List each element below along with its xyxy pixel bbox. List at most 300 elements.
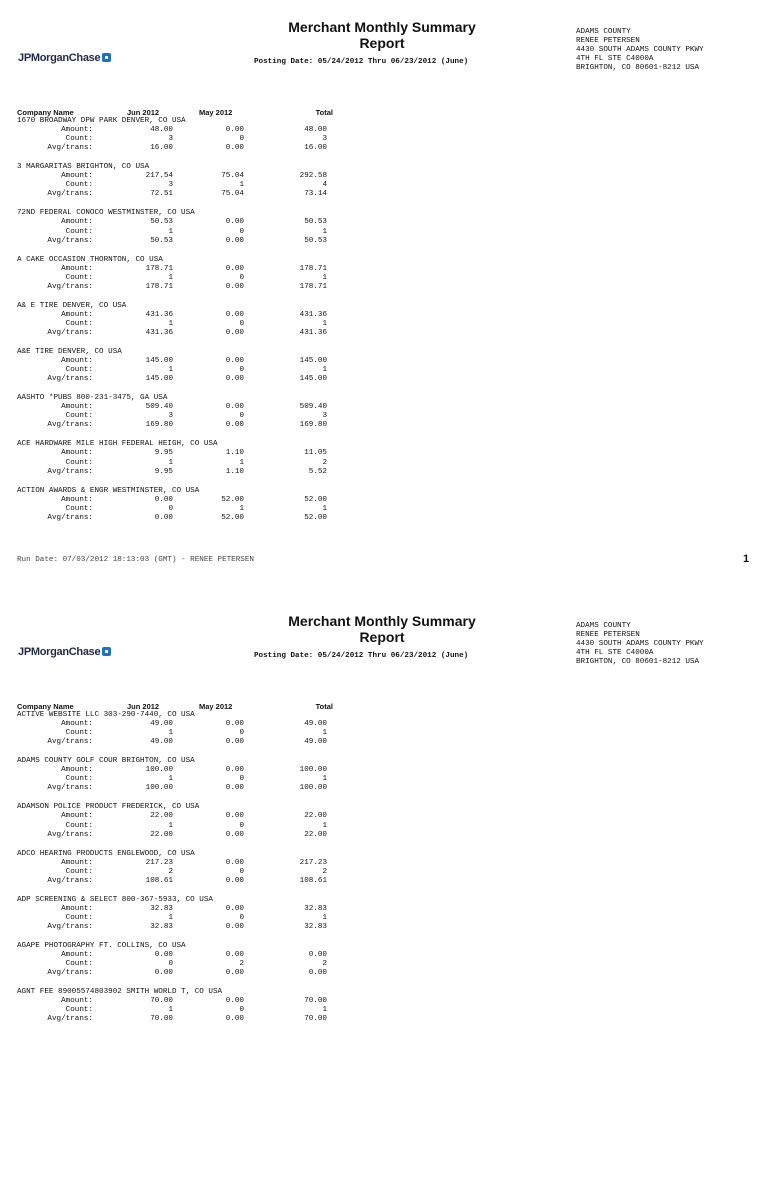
cell-jun-2012: 48.00: [150, 126, 173, 135]
row-label: Amount:: [61, 449, 93, 458]
table-row: [17, 181, 337, 190]
row-label: Amount:: [61, 218, 93, 227]
cell-total: 2: [322, 458, 327, 467]
row-label: Avg/trans:: [47, 513, 93, 522]
merchant-name: A CAKE OCCASION THORNTON, CO USA: [17, 255, 163, 264]
cell-may-2012: 0: [239, 913, 244, 922]
table-row: [17, 496, 337, 505]
cell-jun-2012: 178.71: [145, 264, 173, 273]
table-row: [17, 868, 337, 877]
cell-jun-2012: 9.95: [154, 467, 173, 476]
cell-may-2012: 0.00: [225, 403, 244, 412]
merchant-block: [17, 487, 337, 533]
cell-may-2012: 0.00: [225, 375, 244, 384]
row-label: Avg/trans:: [47, 282, 93, 291]
cell-may-2012: 2: [239, 960, 244, 969]
cell-total: 1: [322, 1006, 327, 1015]
cell-total: 1: [322, 273, 327, 282]
merchant-block: [17, 440, 337, 486]
table-row: [17, 274, 337, 283]
merchant-name: 1670 BROADWAY DPW PARK DENVER, CO USA: [17, 117, 186, 125]
merchant-block: [17, 209, 337, 255]
cell-total: 70.00: [304, 997, 327, 1006]
cell-total: 431.36: [299, 310, 327, 319]
row-label: Avg/trans:: [47, 923, 93, 932]
address-line: BRIGHTON, CO 80601-8212 USA: [576, 64, 700, 73]
cell-total: 3: [322, 135, 327, 144]
cell-jun-2012: 145.00: [145, 375, 173, 384]
jpmorganchase-logo: [18, 52, 111, 64]
address-line: 4TH FL STE C4000A: [576, 649, 654, 658]
merchant-block: [17, 163, 337, 209]
merchant-name: ADAMSON POLICE PRODUCT FREDERICK, CO USA: [17, 803, 200, 812]
cell-jun-2012: 50.53: [150, 218, 173, 227]
merchant-name: ADCO HEARING PRODUCTS ENGLEWOOD, CO USA: [17, 849, 195, 858]
table-row: [17, 784, 337, 793]
row-label: Avg/trans:: [47, 876, 93, 885]
mailing-address: [576, 28, 704, 73]
row-label: Amount:: [61, 720, 93, 729]
cell-may-2012: 0: [239, 1006, 244, 1015]
cell-jun-2012: 49.00: [150, 738, 173, 747]
cell-total: 0.00: [308, 969, 327, 978]
report-title-line1: Merchant Monthly Summary: [288, 19, 476, 35]
cell-may-2012: 75.04: [221, 190, 244, 199]
cell-jun-2012: 3: [168, 412, 173, 421]
cell-total: 145.00: [299, 375, 327, 384]
cell-may-2012: 0: [239, 867, 244, 876]
cell-may-2012: 1.10: [225, 467, 244, 476]
cell-jun-2012: 1: [168, 227, 173, 236]
table-row: [17, 449, 337, 458]
cell-total: 1: [322, 227, 327, 236]
posting-date: Posting Date: 05/24/2012 Thru 06/23/2012 (June): [254, 652, 469, 660]
cell-may-2012: 1: [239, 181, 244, 190]
column-header-may-2012: May 2012: [199, 108, 233, 117]
cell-total: 169.80: [299, 421, 327, 430]
merchant-name: ACTIVE WEBSITE LLC 303-290-7440, CO USA: [17, 711, 195, 719]
cell-jun-2012: 3: [168, 181, 173, 190]
table-row: [17, 729, 337, 738]
merchant-block: [17, 850, 337, 896]
row-label: Count:: [65, 913, 93, 922]
merchant-name: A& E TIRE DENVER, CO USA: [17, 301, 127, 310]
table-row: [17, 914, 337, 923]
cell-may-2012: 0.00: [225, 144, 244, 153]
row-label: Avg/trans:: [47, 329, 93, 338]
row-label: Avg/trans:: [47, 830, 93, 839]
cell-jun-2012: 100.00: [145, 784, 173, 793]
cell-may-2012: 0.00: [225, 784, 244, 793]
table-row: [17, 265, 337, 274]
table-row: [17, 738, 337, 747]
row-label: Avg/trans:: [47, 738, 93, 747]
column-header-jun-2012: Jun 2012: [127, 702, 160, 711]
posting-date: Posting Date: 05/24/2012 Thru 06/23/2012 (June): [254, 58, 469, 66]
table-row: [17, 172, 337, 181]
report-title: [270, 613, 494, 645]
cell-total: 100.00: [299, 766, 327, 775]
row-label: Avg/trans:: [47, 190, 93, 199]
address-line: 4430 SOUTH ADAMS COUNTY PKWY: [576, 46, 704, 55]
cell-may-2012: 0.00: [225, 951, 244, 960]
cell-total: 22.00: [304, 830, 327, 839]
table-row: [17, 135, 337, 144]
table-row: [17, 126, 337, 135]
merchant-name: AASHTO *PUBS 800-231-3475, GA USA: [17, 394, 168, 403]
table-row: [17, 951, 337, 960]
cell-total: 52.00: [304, 495, 327, 504]
table-row: [17, 831, 337, 840]
cell-total: 50.53: [304, 236, 327, 245]
cell-total: 4: [322, 181, 327, 190]
page-number: 1: [743, 553, 750, 565]
address-line: BRIGHTON, CO 80601-8212 USA: [576, 658, 700, 667]
row-label: Count:: [65, 867, 93, 876]
cell-may-2012: 52.00: [221, 513, 244, 522]
cell-total: 2: [322, 867, 327, 876]
address-line: 4430 SOUTH ADAMS COUNTY PKWY: [576, 640, 704, 649]
octagon-logo-icon: [102, 647, 111, 656]
cell-may-2012: 0.00: [225, 876, 244, 885]
logo-text: JPMorganChase: [18, 646, 101, 658]
table-row: [17, 960, 337, 969]
row-label: Avg/trans:: [47, 1015, 93, 1024]
cell-total: 1: [322, 729, 327, 738]
cell-jun-2012: 217.54: [145, 172, 173, 181]
address-line: ADAMS COUNTY: [576, 622, 631, 630]
cell-may-2012: 75.04: [221, 172, 244, 181]
cell-jun-2012: 0.00: [154, 513, 173, 522]
cell-may-2012: 0.00: [225, 218, 244, 227]
cell-jun-2012: 22.00: [150, 812, 173, 821]
merchant-name: 72ND FEDERAL CONOCO WESTMINSTER, CO USA: [17, 209, 195, 218]
cell-total: 509.40: [299, 403, 327, 412]
row-label: Count:: [65, 412, 93, 421]
column-header-company: Company Name: [17, 702, 74, 711]
merchant-block: [17, 302, 337, 348]
cell-may-2012: 0.00: [225, 236, 244, 245]
cell-jun-2012: 217.23: [145, 858, 173, 867]
row-label: Amount:: [61, 766, 93, 775]
cell-total: 1: [322, 775, 327, 784]
cell-may-2012: 52.00: [221, 495, 244, 504]
jpmorganchase-logo: [18, 646, 111, 658]
cell-jun-2012: 50.53: [150, 236, 173, 245]
cell-total: 1: [322, 504, 327, 513]
cell-jun-2012: 1: [168, 775, 173, 784]
cell-may-2012: 0.00: [225, 126, 244, 135]
report-title-line1: Merchant Monthly Summary: [288, 613, 476, 629]
cell-may-2012: 0.00: [225, 997, 244, 1006]
row-label: Avg/trans:: [47, 236, 93, 245]
cell-total: 1: [322, 319, 327, 328]
cell-jun-2012: 431.36: [145, 329, 173, 338]
table-row: [17, 218, 337, 227]
cell-may-2012: 0: [239, 775, 244, 784]
merchant-block: [17, 256, 337, 302]
cell-total: 49.00: [304, 738, 327, 747]
cell-jun-2012: 70.00: [150, 997, 173, 1006]
row-label: Avg/trans:: [47, 144, 93, 153]
row-label: Amount:: [61, 812, 93, 821]
table-header: [17, 108, 337, 117]
merchant-name: AGAPE PHOTOGRAPHY FT. COLLINS, CO USA: [17, 941, 186, 950]
address-line: RENEE PETERSEN: [576, 631, 640, 640]
column-header-total: Total: [315, 108, 333, 117]
cell-jun-2012: 72.51: [150, 190, 173, 199]
cell-total: 16.00: [304, 144, 327, 153]
column-header-total: Total: [315, 702, 333, 711]
cell-total: 0.00: [308, 951, 327, 960]
cell-jun-2012: 22.00: [150, 830, 173, 839]
merchant-name: ACTION AWARDS & ENGR WESTMINSTER, CO USA: [17, 486, 200, 495]
cell-may-2012: 0: [239, 319, 244, 328]
row-label: Count:: [65, 1006, 93, 1015]
row-label: Amount:: [61, 858, 93, 867]
row-label: Amount:: [61, 310, 93, 319]
merchant-summary-table: [17, 702, 337, 1034]
octagon-logo-icon: [102, 53, 111, 62]
cell-total: 217.23: [299, 858, 327, 867]
table-row: [17, 775, 337, 784]
table-row: [17, 969, 337, 978]
cell-jun-2012: 0: [168, 960, 173, 969]
row-label: Count:: [65, 458, 93, 467]
table-row: [17, 366, 337, 375]
cell-total: 3: [322, 412, 327, 421]
cell-jun-2012: 0.00: [154, 495, 173, 504]
table-row: [17, 228, 337, 237]
cell-may-2012: 0: [239, 366, 244, 375]
cell-total: 2: [322, 960, 327, 969]
row-label: Avg/trans:: [47, 421, 93, 430]
row-label: Amount:: [61, 403, 93, 412]
cell-total: 100.00: [299, 784, 327, 793]
cell-may-2012: 0.00: [225, 282, 244, 291]
table-row: [17, 357, 337, 366]
cell-jun-2012: 2: [168, 867, 173, 876]
cell-jun-2012: 16.00: [150, 144, 173, 153]
cell-total: 145.00: [299, 357, 327, 366]
table-header: [17, 702, 337, 711]
row-label: Count:: [65, 821, 93, 830]
table-row: [17, 905, 337, 914]
cell-jun-2012: 32.83: [150, 923, 173, 932]
merchant-name: ADP SCREENING & SELECT 800-367-5933, CO USA: [17, 895, 213, 904]
cell-may-2012: 0.00: [225, 720, 244, 729]
table-row: [17, 311, 337, 320]
merchant-block: [17, 988, 337, 1034]
cell-may-2012: 0.00: [225, 738, 244, 747]
table-row: [17, 505, 337, 514]
cell-total: 52.00: [304, 513, 327, 522]
table-row: [17, 1006, 337, 1015]
merchant-block: [17, 942, 337, 988]
cell-may-2012: 0.00: [225, 357, 244, 366]
table-row: [17, 997, 337, 1006]
table-row: [17, 144, 337, 153]
cell-total: 178.71: [299, 282, 327, 291]
row-label: Avg/trans:: [47, 467, 93, 476]
mailing-address: [576, 622, 704, 667]
logo-text: JPMorganChase: [18, 52, 101, 64]
report-page-2: [0, 594, 768, 1188]
table-row: [17, 459, 337, 468]
table-row: [17, 329, 337, 338]
row-label: Amount:: [61, 357, 93, 366]
cell-jun-2012: 100.00: [145, 766, 173, 775]
table-row: [17, 514, 337, 523]
table-row: [17, 812, 337, 821]
cell-jun-2012: 1: [168, 273, 173, 282]
merchant-block: [17, 117, 337, 163]
cell-jun-2012: 1: [168, 366, 173, 375]
cell-may-2012: 1.10: [225, 449, 244, 458]
cell-total: 50.53: [304, 218, 327, 227]
row-label: Count:: [65, 729, 93, 738]
merchant-block: [17, 896, 337, 942]
cell-may-2012: 0: [239, 273, 244, 282]
merchant-summary-table: [17, 108, 337, 533]
row-label: Avg/trans:: [47, 375, 93, 384]
cell-total: 48.00: [304, 126, 327, 135]
row-label: Count:: [65, 366, 93, 375]
report-title: [270, 19, 494, 51]
row-label: Amount:: [61, 264, 93, 273]
table-row: [17, 421, 337, 430]
cell-total: 178.71: [299, 264, 327, 273]
cell-may-2012: 0.00: [225, 264, 244, 273]
row-label: Count:: [65, 273, 93, 282]
table-row: [17, 237, 337, 246]
cell-jun-2012: 1: [168, 821, 173, 830]
row-label: Amount:: [61, 126, 93, 135]
cell-jun-2012: 32.83: [150, 904, 173, 913]
column-header-company: Company Name: [17, 108, 74, 117]
row-label: Avg/trans:: [47, 784, 93, 793]
row-label: Count:: [65, 319, 93, 328]
merchant-block: [17, 803, 337, 849]
merchant-name: ACE HARDWARE MILE HIGH FEDERAL HEIGH, CO USA: [17, 440, 218, 449]
row-label: Count:: [65, 227, 93, 236]
merchant-block: [17, 757, 337, 803]
cell-jun-2012: 169.80: [145, 421, 173, 430]
address-line: RENEE PETERSEN: [576, 37, 640, 46]
address-line: 4TH FL STE C4000A: [576, 55, 654, 64]
cell-may-2012: 1: [239, 504, 244, 513]
cell-jun-2012: 1: [168, 319, 173, 328]
cell-jun-2012: 0.00: [154, 969, 173, 978]
cell-total: 32.83: [304, 904, 327, 913]
cell-jun-2012: 0: [168, 504, 173, 513]
cell-jun-2012: 70.00: [150, 1015, 173, 1024]
column-header-jun-2012: Jun 2012: [127, 108, 160, 117]
cell-total: 108.61: [299, 876, 327, 885]
row-label: Count:: [65, 504, 93, 513]
cell-jun-2012: 1: [168, 1006, 173, 1015]
cell-total: 292.58: [299, 172, 327, 181]
merchant-block: [17, 348, 337, 394]
cell-total: 22.00: [304, 812, 327, 821]
cell-total: 32.83: [304, 923, 327, 932]
row-label: Amount:: [61, 951, 93, 960]
cell-may-2012: 0: [239, 412, 244, 421]
cell-may-2012: 0.00: [225, 310, 244, 319]
cell-may-2012: 0.00: [225, 858, 244, 867]
cell-may-2012: 0.00: [225, 830, 244, 839]
cell-jun-2012: 3: [168, 135, 173, 144]
table-row: [17, 283, 337, 292]
table-row: [17, 923, 337, 932]
table-row: [17, 412, 337, 421]
row-label: Count:: [65, 960, 93, 969]
cell-total: 70.00: [304, 1015, 327, 1024]
cell-may-2012: 0: [239, 135, 244, 144]
merchant-list: [17, 117, 337, 533]
cell-jun-2012: 1: [168, 913, 173, 922]
table-row: [17, 468, 337, 477]
row-label: Count:: [65, 775, 93, 784]
row-label: Avg/trans:: [47, 969, 93, 978]
merchant-name: A&E TIRE DENVER, CO USA: [17, 347, 122, 356]
row-label: Count:: [65, 181, 93, 190]
cell-total: 1: [322, 366, 327, 375]
table-row: [17, 859, 337, 868]
table-row: [17, 822, 337, 831]
cell-may-2012: 0.00: [225, 812, 244, 821]
cell-may-2012: 0: [239, 729, 244, 738]
cell-may-2012: 0.00: [225, 1015, 244, 1024]
cell-jun-2012: 1: [168, 729, 173, 738]
table-row: [17, 720, 337, 729]
table-row: [17, 766, 337, 775]
cell-may-2012: 0.00: [225, 766, 244, 775]
merchant-name: 3 MARGARITAS BRIGHTON, CO USA: [17, 163, 150, 172]
row-label: Count:: [65, 135, 93, 144]
table-row: [17, 375, 337, 384]
cell-jun-2012: 49.00: [150, 720, 173, 729]
table-row: [17, 320, 337, 329]
cell-jun-2012: 0.00: [154, 951, 173, 960]
table-row: [17, 877, 337, 886]
cell-may-2012: 0.00: [225, 421, 244, 430]
merchant-block: [17, 394, 337, 440]
column-header-may-2012: May 2012: [199, 702, 233, 711]
table-row: [17, 403, 337, 412]
cell-jun-2012: 431.36: [145, 310, 173, 319]
report-title-line2: Report: [359, 629, 405, 645]
cell-total: 5.52: [308, 467, 327, 476]
report-title-line2: Report: [359, 35, 405, 51]
merchant-name: ADAMS COUNTY GOLF COUR BRIGHTON, CO USA: [17, 757, 195, 766]
merchant-list: [17, 711, 337, 1034]
cell-total: 431.36: [299, 329, 327, 338]
merchant-name: AGNT FEE 89005574803902 SMITH WORLD T, CO USA: [17, 988, 223, 997]
table-row: [17, 190, 337, 199]
cell-jun-2012: 509.40: [145, 403, 173, 412]
cell-total: 49.00: [304, 720, 327, 729]
cell-may-2012: 0: [239, 227, 244, 236]
cell-total: 73.14: [304, 190, 327, 199]
cell-jun-2012: 9.95: [154, 449, 173, 458]
row-label: Amount:: [61, 495, 93, 504]
row-label: Amount:: [61, 904, 93, 913]
cell-may-2012: 0.00: [225, 969, 244, 978]
cell-jun-2012: 178.71: [145, 282, 173, 291]
cell-may-2012: 0.00: [225, 923, 244, 932]
cell-may-2012: 1: [239, 458, 244, 467]
